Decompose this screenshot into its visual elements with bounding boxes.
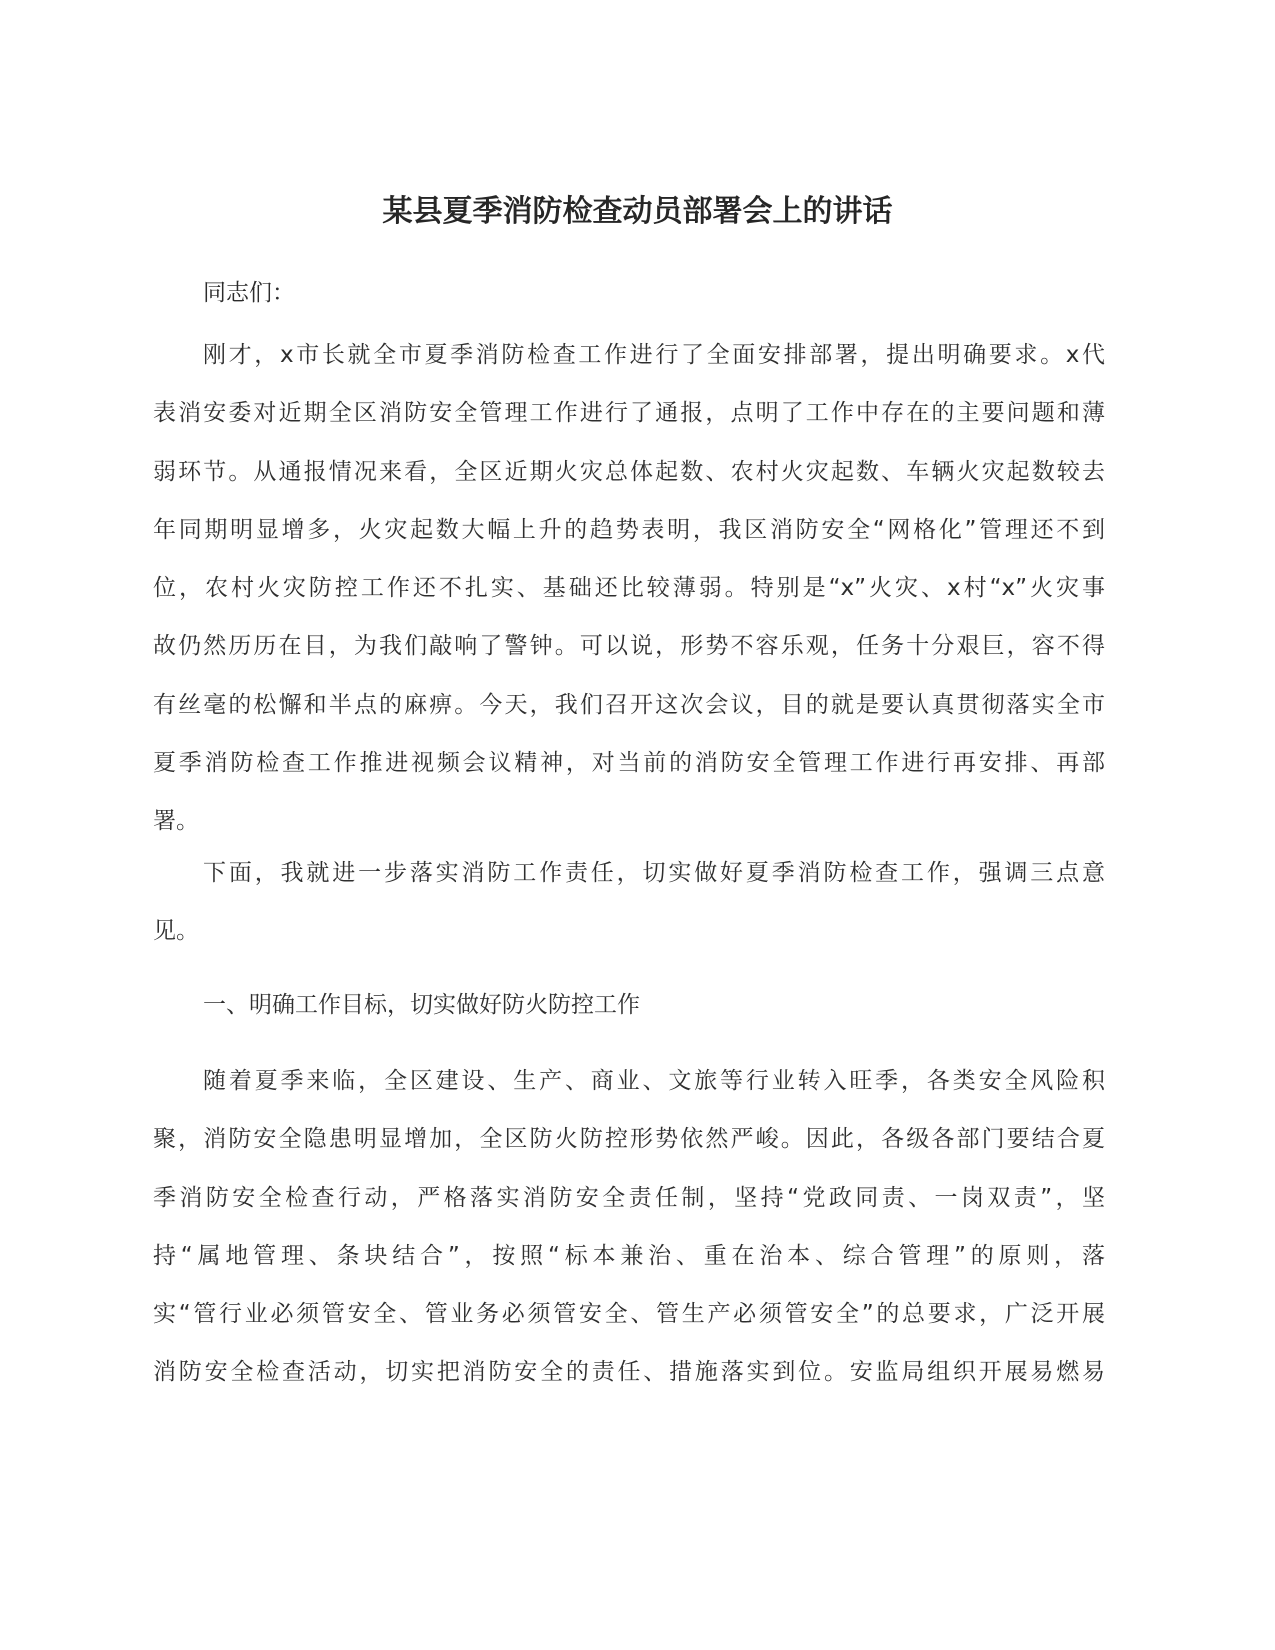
- paragraph-transition: [153, 844, 1105, 961]
- paragraph-line: 下面，我就进一步落实消防工作责任，切实做好夏季消防检查工作，强调三点意: [203, 860, 1105, 886]
- paragraph-line: 消防安全检查活动，切实把消防安全的责任、措施落实到位。安监局组织开展易燃易: [153, 1359, 1105, 1386]
- paragraph-section-1: [153, 1052, 1105, 1402]
- section-heading-1: [153, 976, 1105, 1034]
- paragraph-line: 故仍然历历在目，为我们敲响了警钟。可以说，形势不容乐观，任务十分艰巨，容不得: [153, 633, 1105, 660]
- paragraph-line: 刚才，x市长就全市夏季消防检查工作进行了全面安排部署，提出明确要求。x代: [203, 342, 1105, 368]
- paragraph-line: 署。: [153, 808, 199, 835]
- paragraph-line: 夏季消防检查工作推进视频会议精神，对当前的消防安全管理工作进行再安排、再部: [153, 750, 1105, 777]
- paragraph-line: 季消防安全检查行动，严格落实消防安全责任制，坚持“党政同责、一岗双责”，坚: [153, 1184, 1105, 1211]
- section-heading-text: 一、明确工作目标，切实做好防火防控工作: [203, 992, 640, 1018]
- paragraph-line: 随着夏季来临，全区建设、生产、商业、文旅等行业转入旺季，各类安全风险积: [203, 1068, 1105, 1094]
- paragraph-line: 有丝毫的松懈和半点的麻痹。今天，我们召开这次会议，目的就是要认真贯彻落实全市: [153, 691, 1105, 718]
- paragraph-line: 实“管行业必须管安全、管业务必须管安全、管生产必须管安全”的总要求，广泛开展: [153, 1301, 1105, 1328]
- paragraph-line: 年同期明显增多，火灾起数大幅上升的趋势表明，我区消防安全“网格化”管理还不到: [153, 516, 1105, 543]
- paragraph-opening: [153, 326, 1105, 851]
- salutation: 同志们：: [203, 280, 295, 306]
- paragraph-line: 聚，消防安全隐患明显增加，全区防火防控形势依然严峻。因此，各级各部门要结合夏: [153, 1126, 1105, 1153]
- paragraph-line: 表消安委对近期全区消防安全管理工作进行了通报，点明了工作中存在的主要问题和薄: [153, 400, 1105, 427]
- paragraph-line: 位，农村火灾防控工作还不扎实、基础还比较薄弱。特别是“x”火灾、x村“x”火灾事: [153, 575, 1105, 602]
- paragraph-line: 弱环节。从通报情况来看，全区近期火灾总体起数、农村火灾起数、车辆火灾起数较去: [153, 458, 1105, 485]
- paragraph-line: 持“属地管理、条块结合”，按照“标本兼治、重在治本、综合管理”的原则，落: [153, 1242, 1105, 1269]
- paragraph-line: 见。: [153, 918, 199, 945]
- document-title: 某县夏季消防检查动员部署会上的讲话: [382, 194, 893, 229]
